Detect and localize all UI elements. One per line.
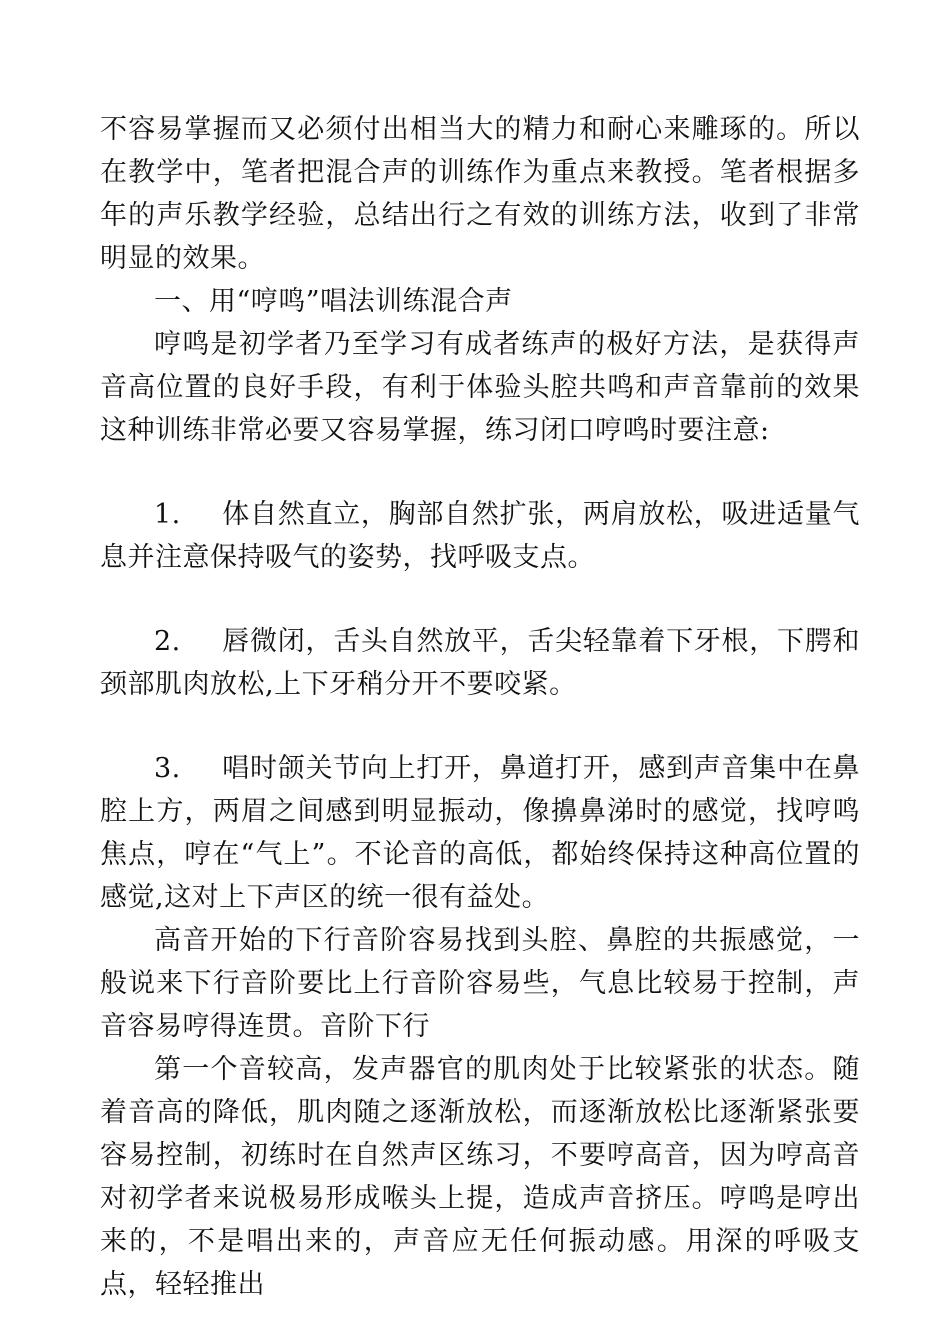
list-number: 2. [154,626,181,657]
paragraph-intro: 不容易掌握而又必须付出相当大的精力和耐心来雕琢的。所以在教学中，笔者把混合声的训练作为重点来教授。笔者根据多年的声乐教学经验，总结出行之有效的训练方法，收到了非常明显的效果。 [100,114,860,274]
paragraph-descending-scale: 高音开始的下行音阶容易找到头腔、鼻腔的共振感觉，一般说来下行音阶要比上行音阶容易些，气息比较易于控制，声音容易哼得连贯。音阶下行 [100,925,860,1042]
list-item-3 [100,747,860,919]
spacer [100,452,860,493]
list-item-2 [100,620,860,706]
list-number: 3. [154,753,181,784]
spacer [100,706,860,747]
list-item-1 [100,493,860,579]
document-page [100,108,860,1306]
list-text: 唇微闭，舌头自然放平，舌尖轻靠着下牙根，下腭和颈部肌肉放松,上下牙稍分开不要咬紧。 [100,626,860,700]
list-text: 体自然直立，胸部自然扩张，两肩放松，吸进适量气息并注意保持吸气的姿势，找呼吸支点。 [100,499,860,573]
section-heading: 一、用“哼鸣”唱法训练混合声 [154,286,513,317]
paragraph-humming-intro: 哼鸣是初学者乃至学习有成者练声的极好方法，是获得声音高位置的良好手段，有利于体验头腔共鸣和声音靠前的效果这种训练非常必要又容易掌握，练习闭口哼鸣时要注意: [100,329,860,446]
list-text: 唱时颌关节向上打开，鼻道打开，感到声音集中在鼻腔上方，两眉之间感到明显振动，像擤鼻涕时的感觉，找哼鸣焦点，哼在“气上”。不论音的高低，都始终保持这种高位置的感觉,这对上下声区的统一很有益处。 [100,753,860,913]
paragraph-first-note: 第一个音较高，发声器官的肌肉处于比较紧张的状态。随着音高的降低，肌肉随之逐渐放松，而逐渐放松比逐渐紧张要容易控制，初练时在自然声区练习，不要哼高音，因为哼高音对初学者来说极易形成喉头上提，造成声音挤压。哼鸣是哼出来的，不是唱出来的，声音应无任何振动感。用深的呼吸支点，轻轻推出 [100,1054,860,1300]
list-number: 1. [154,499,181,530]
spacer [100,579,860,620]
